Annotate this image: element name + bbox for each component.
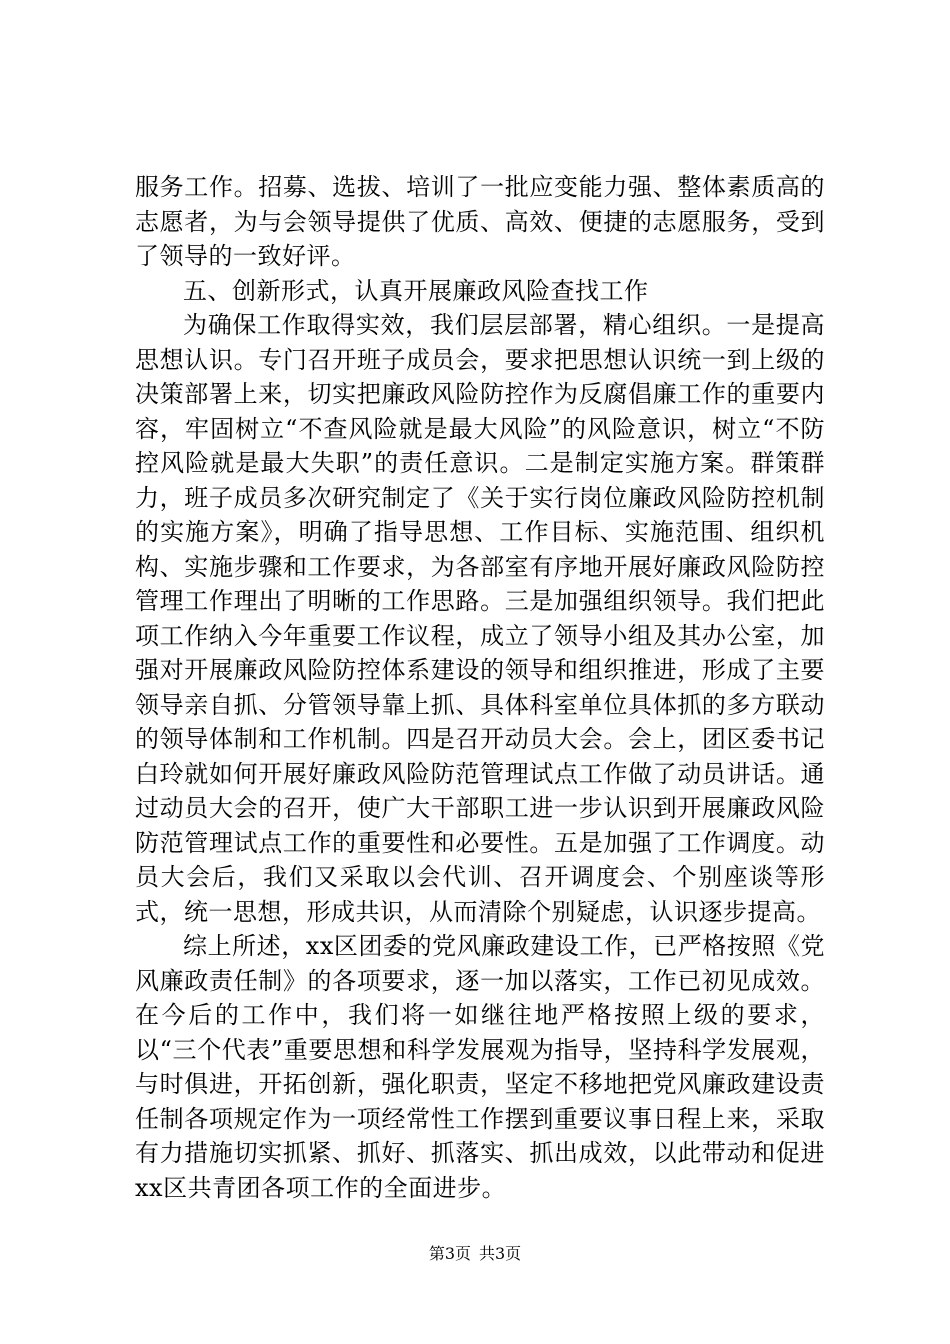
document-body	[135, 170, 825, 1205]
paragraph-conclusion: 综上所述，xx区团委的党风廉政建设工作，已严格按照《党风廉政责任制》的各项要求，逐一加以落实，工作已初见成效。在今后的工作中，我们将一如继往地严格按照上级的要求，以“三个代表”重要思想和科学发展观为指导，坚持科学发展观，与时俱进，开拓创新，强化职责，坚定不移地把党风廉政建设责任制各项规定作为一项经常性工作摆到重要议事日程上来，采取有力措施切实抓紧、抓好、抓落实、抓出成效，以此带动和促进xx区共青团各项工作的全面进步。	[135, 932, 825, 1202]
paragraph-section-five: 为确保工作取得实效，我们层层部署，精心组织。一是提高思想认识。专门召开班子成员会，要求把思想认识统一到上级的决策部署上来，切实把廉政风险防控作为反腐倡廉工作的重要内容，牢固树立“不查风险就是最大风险”的风险意识，树立“不防控风险就是最大失职”的责任意识。二是制定实施方案。群策群力，班子成员多次研究制定了《关于实行岗位廉政风险防控机制的实施方案》，明确了指导思想、工作目标、实施范围、组织机构、实施步骤和工作要求，为各部室有序地开展好廉政风险防控管理工作理出了明晰的工作思路。三是加强组织领导。我们把此项工作纳入今年重要工作议程，成立了领导小组及其办公室，加强对开展廉政风险防控体系建设的领导和组织推进，形成了主要领导亲自抓、分管领导靠上抓、具体科室单位具体抓的多方联动的领导体制和工作机制。四是召开动员大会。会上，团区委书记白玲就如何开展好廉政风险防范管理试点工作做了动员讲话。通过动员大会的召开，使广大干部职工进一步认识到开展廉政风险防范管理试点工作的重要性和必要性。五是加强了工作调度。动员大会后，我们又采取以会代训、召开调度会、个别座谈等形式，统一思想，形成共识，从而清除个别疑虑，认识逐步提高。	[135, 311, 825, 926]
paragraph-continuation: 服务工作。招募、选拔、培训了一批应变能力强、整体素质高的志愿者，为与会领导提供了优质、高效、便捷的志愿服务，受到了领导的一致好评。	[135, 173, 825, 270]
page-total: 共3页	[479, 1244, 522, 1263]
section-heading-five: 五、创新形式，认真开展廉政风险查找工作	[183, 276, 649, 305]
page-number: 第3页	[428, 1244, 471, 1263]
page-footer	[0, 1244, 950, 1264]
